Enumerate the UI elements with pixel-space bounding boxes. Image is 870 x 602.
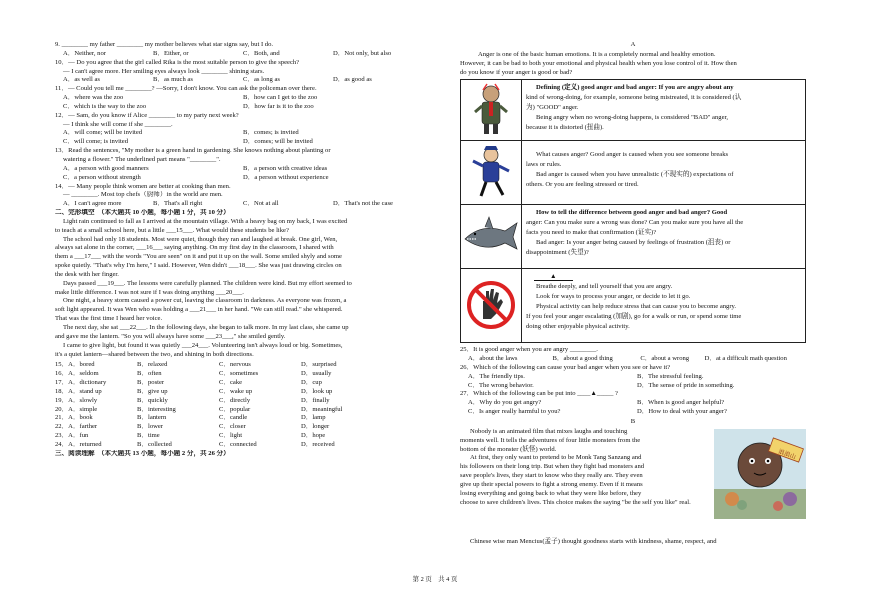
option[interactable]: B．When is good anger helpful? <box>637 399 725 407</box>
option[interactable]: C．candle <box>219 414 248 422</box>
q27-options-row1 <box>460 399 806 408</box>
option[interactable]: 17．A．dictionary <box>55 379 107 387</box>
b-line: losing everything and going back to what they were like before, they <box>460 489 642 497</box>
option[interactable]: D．comes; will be invited <box>243 138 313 146</box>
option[interactable]: D．how far is it to the zoo <box>243 102 314 110</box>
passage-b-text <box>460 427 704 507</box>
option[interactable]: A．a person with good manners <box>63 164 149 172</box>
q27-options-row2 <box>460 408 806 417</box>
option[interactable]: B．about a good thing <box>552 355 613 362</box>
stop-hand-icon <box>461 269 521 339</box>
option[interactable]: C．Both, and <box>243 49 280 57</box>
question-13-cont: watering a flower." The underlined part means "________". <box>63 155 221 163</box>
box-line: because it is distorted (扭曲). <box>526 123 604 131</box>
cloze-option-row <box>55 432 423 441</box>
b-line: choose to save children's lives. This choice makes the saying "be the self you like" real. <box>460 498 691 506</box>
option[interactable]: C．about a wrong <box>640 355 690 362</box>
q9-options <box>55 50 423 59</box>
b-line: bottom of the monster (妖怪) world. <box>460 445 557 453</box>
option[interactable]: C．light <box>219 432 243 440</box>
option[interactable]: C．a person without strength <box>63 173 141 181</box>
option[interactable]: B．quickly <box>137 396 168 404</box>
blank-marker: ▲ <box>534 273 573 281</box>
option[interactable]: D．lamp <box>301 414 326 422</box>
option[interactable]: 20．A．simple <box>55 405 98 413</box>
option[interactable]: C．cake <box>219 379 243 387</box>
option[interactable]: C．as long as <box>243 76 280 84</box>
cloze-option-row <box>55 379 423 388</box>
option[interactable]: C．directly <box>219 396 251 404</box>
option[interactable]: D．received <box>301 440 335 448</box>
passage-a-intro <box>460 50 806 77</box>
b-line: his followers on their long trip. But when they fight bad monsters and <box>460 463 645 471</box>
option[interactable]: D．That's not the case <box>333 200 393 208</box>
box-line: What causes anger? Good anger is caused when you see someone breaks <box>536 151 729 159</box>
cloze-option-row <box>55 441 423 450</box>
option[interactable]: A．The friendly tips. <box>468 372 525 380</box>
cloze-line: always sat alone in the corner, ___16___ saying anything. On my first day in the classroom, I shared with <box>55 244 334 252</box>
b-line: give up their special powers to fight a strong enemy. Even if it means <box>460 480 643 488</box>
passage-a-title: A <box>630 41 636 48</box>
option[interactable]: D．meaningful <box>301 405 343 413</box>
poster-title: 浪浪山 <box>777 448 797 461</box>
cloze-line: Light rain continued to fall as I arrived at the mountain village. With a heavy bag on my back, I was excited <box>63 217 348 225</box>
box-line: Defining (定义) good anger and bad anger: If you are angry about any <box>536 83 734 91</box>
box-blank <box>522 269 806 343</box>
option[interactable]: D．hope <box>301 432 326 440</box>
cloze-line: Days passed ___19___. The lessons were carefully planned. The children were kind. But my effort seemed to <box>63 279 352 287</box>
cloze-option-row <box>55 414 423 423</box>
question-12: 12．— Sam, do you know if Alice ________ to my party next week? <box>55 111 239 119</box>
cloze-line: make little difference. I was not sure if I was doing anything ___20___. <box>55 288 244 296</box>
box-line: Look for ways to process your anger, or decide to let it go. <box>536 293 691 301</box>
box-line: kind of wrong-doing, for example, someone being mistreated, it is considered (认 <box>526 93 742 101</box>
shark-icon <box>461 205 521 265</box>
q25-options <box>460 355 806 364</box>
option[interactable]: B．interesting <box>137 405 176 413</box>
question-26: 26．Which of the following can cause your bad anger when you see or have it? <box>460 363 671 371</box>
page-footer: 第 2 页 共 4 页 <box>412 576 458 583</box>
question-12-reply: — I think she will come if she ________. <box>63 120 173 128</box>
q26-options-row1 <box>460 373 806 382</box>
cloze-options <box>55 361 423 449</box>
box-line: 为) "GOOD" anger. <box>526 103 579 111</box>
option[interactable]: B．comes; is invited <box>243 129 299 137</box>
option[interactable]: D．longer <box>301 423 330 431</box>
box-line: Physical activity can help reduce stress that can cause you to become angry. <box>536 303 737 311</box>
option[interactable]: A．where was the zoo <box>63 94 124 102</box>
option[interactable]: 18．A．stand up <box>55 387 102 395</box>
question-13: 13．Read the sentences, "My mother is a green hand in gardening. She knows nothing about planting or <box>55 147 331 155</box>
intro-line: However, it can be bad to both your emotional and physical health when you lose control of it. How then <box>460 59 737 67</box>
cloze-line: That was the first time I heard her voice. <box>55 315 163 323</box>
angry-officer-icon <box>461 141 521 201</box>
cloze-line: soft light appeared. It was Wen who was holding a ___21___ in her hand. "We can still read." she whispered. <box>55 306 343 314</box>
option[interactable]: C．connected <box>219 440 257 448</box>
option[interactable]: A．will come; will be invited <box>63 129 143 137</box>
option[interactable]: D．a person without experience <box>243 173 329 181</box>
box-line: How to tell the difference between good anger and bad anger? Good <box>536 209 728 217</box>
cloze-option-row <box>55 423 423 432</box>
cloze-line: One night, a heavy storm caused a power cut, leaving the classroom in darkness. As everyone was frozen, a <box>63 297 347 305</box>
option[interactable]: B．how can I get to the zoo <box>243 94 318 102</box>
option[interactable]: C．will come; is invited <box>63 138 129 146</box>
box-defining <box>522 79 806 141</box>
q12-options-row2 <box>55 138 423 147</box>
anger-table <box>460 79 806 344</box>
b-line: Nobody is an animated film that mixes laughs and touching <box>470 427 628 435</box>
b-line: moments well. It tells the adventures of four little monsters from the <box>460 436 641 444</box>
option[interactable]: C．popular <box>219 405 251 413</box>
option[interactable]: 23．A．fun <box>55 432 89 440</box>
option[interactable]: B．as much as <box>153 76 193 84</box>
option[interactable]: D．finally <box>301 396 330 404</box>
angry-man-picture <box>461 79 522 141</box>
stop-hand-picture <box>461 269 522 343</box>
option[interactable]: B．often <box>137 370 162 378</box>
option[interactable]: 21．A．book <box>55 414 93 422</box>
option[interactable]: A．Neither, nor <box>63 49 106 57</box>
blank-title <box>526 272 801 282</box>
box-difference <box>522 205 806 269</box>
question-10-reply: — I can't agree more. Her smiling eyes always look ________ shining stars. <box>63 67 265 75</box>
questions-25-27 <box>460 346 806 417</box>
question-14: 14．— Many people think women are better at cooking than men. <box>55 182 231 190</box>
option[interactable]: D．How to deal with your anger? <box>637 408 727 416</box>
cloze-option-row <box>55 406 423 415</box>
option[interactable]: D．The sense of pride in something. <box>637 381 735 389</box>
box-line: doing other enjoyable physical activity. <box>526 323 630 331</box>
section-cloze-heading: 二、完形填空 （本大题共 10 小题，每小题 1 分，共 10 分） <box>55 209 230 217</box>
box-line: facts you need to make that confirmation (证实)? <box>526 229 657 237</box>
option[interactable]: D．at a difficult math question <box>704 355 787 362</box>
option[interactable]: D．Not only, but also <box>333 49 392 57</box>
cloze-option-row <box>55 397 423 406</box>
box-line: anger: Can you make sure a wrong was done? Can you make sure you have all the <box>526 219 744 227</box>
angry-man-icon <box>461 80 521 138</box>
box-causes <box>522 141 806 205</box>
option[interactable]: B．poster <box>137 379 165 387</box>
left-column <box>55 41 423 459</box>
option[interactable]: B．lantern <box>137 414 167 422</box>
q13-options-row2 <box>55 174 423 183</box>
option[interactable]: D．cup <box>301 379 322 387</box>
q10-options <box>55 76 423 85</box>
section-reading-heading: 三、阅读理解 （本大题共 13 小题，每小题 2 分，共 26 分） <box>55 449 230 457</box>
box-line: Bad anger is caused when you have unrealistic (不现实的) expectations of <box>536 171 734 179</box>
box-line: If you feel your anger escalating (加剧), go for a walk or run, or spend some time <box>526 313 742 321</box>
movie-poster-icon <box>714 429 806 519</box>
cloze-option-row <box>55 370 423 379</box>
option[interactable]: 22．A．farther <box>55 423 98 431</box>
q13-options-row1 <box>55 165 423 174</box>
cloze-line: to teach at a small school here, but a little ___15___. What would these students be like? <box>55 226 289 234</box>
question-14-reply: — ________. Most top chefs（厨师）in the world are men. <box>63 191 223 199</box>
option[interactable]: A．Why do you get angry? <box>468 399 542 407</box>
b-line: save people's lives, they start to know who they really are. They even <box>460 472 643 480</box>
cloze-line: The school had only 18 students. Most were quiet, though they ran and laughed at break. One girl, Wen, <box>63 235 338 243</box>
option[interactable]: A．as well as <box>63 76 100 84</box>
option[interactable]: B．give up <box>137 387 168 395</box>
intro-line: Anger is one of the basic human emotions. It is a completely normal and healthy emotion. <box>478 51 716 58</box>
option[interactable]: 24．A．returned <box>55 440 102 448</box>
cloze-line: and gave me the lantern. "So you will always have some ___23___," she smiled gently. <box>55 332 286 340</box>
intro-line: do you know if your anger is good or bad? <box>460 68 573 76</box>
cloze-line: The next day, she sat ___22___. In the following days, she began to talk more. In my last class, she came up <box>63 324 349 331</box>
option[interactable]: B．The stressful feeling. <box>637 372 704 380</box>
question-10: 10．— Do you agree that the girl called Rika is the most suitable person to give the speech? <box>55 58 300 66</box>
q11-options-row2 <box>55 103 423 112</box>
question-11: 11．— Could you tell me ________? —Sorry, I don't know. You can ask the policeman over there. <box>55 85 317 93</box>
right-column <box>460 41 806 548</box>
passage-b-title: B <box>630 417 636 425</box>
box-line: Being angry when no wrong-doing happens, is considered "BAD" anger, <box>536 113 729 121</box>
cloze-line: them a ___17___ with the words "You are seen" on it and put it up on the wall. Some smiled shyly and some <box>55 253 342 261</box>
box-line: Breathe deeply, and tell yourself that you are angry. <box>536 283 673 291</box>
option[interactable]: 19．A．slowly <box>55 396 98 404</box>
option[interactable]: D．surprised <box>301 361 337 369</box>
movie-poster-picture <box>714 429 806 519</box>
cloze-line: I came to give light, but found it was quietly ___24___. Volunteering isn't always loud or big. Sometimes, <box>63 341 343 349</box>
cloze-line: the desk with her finger. <box>55 270 119 278</box>
option[interactable]: 15．A．bored <box>55 361 95 369</box>
option[interactable]: D．usually <box>301 370 332 378</box>
option[interactable]: D．as good as <box>333 76 372 84</box>
q14-options <box>55 200 423 209</box>
cloze-passage <box>55 218 423 360</box>
option[interactable]: C．The wrong behavior. <box>468 381 534 389</box>
option[interactable]: B．collected <box>137 440 172 448</box>
option[interactable]: B．relaxed <box>137 361 168 369</box>
q26-options-row2 <box>460 382 806 391</box>
option[interactable]: C．nervous <box>219 361 251 369</box>
option[interactable]: C．closer <box>219 423 246 431</box>
option[interactable]: D．look up <box>301 387 333 395</box>
box-line: disappointment (失望)? <box>526 249 589 257</box>
option[interactable]: B．That's all right <box>153 200 203 208</box>
passage-b-last-line: Chinese wise man Mencius(孟子) thought goodness starts with kindness, shame, respect, and <box>470 537 717 545</box>
option[interactable]: A．I can't agree more <box>63 200 122 208</box>
question-27: 27．Which of the following can be put into ____▲_____ ? <box>460 390 618 398</box>
question-25: 25．It is good anger when you are angry ________. <box>460 346 598 354</box>
option[interactable]: C．which is the way to the zoo <box>63 102 147 110</box>
cloze-option-row <box>55 388 423 397</box>
cloze-option-row <box>55 361 423 370</box>
shark-picture <box>461 205 522 269</box>
option[interactable]: C．Not at all <box>243 200 279 208</box>
question-9: 9. ________ my father ________ my mother believes what star signs say, but I do. <box>55 41 274 48</box>
cloze-line: it's a quiet lantern—shared between the two, and shining in both directions. <box>55 350 254 358</box>
q11-options-row1 <box>55 94 423 103</box>
cloze-line: spoke quietly. "That's why I'm here," I said. However, Wen didn't ___18___. She was just drawing circles on <box>55 262 342 270</box>
option[interactable]: C．sometimes <box>219 370 259 378</box>
box-line: others. Or you are feeling stressed or tired. <box>526 181 639 189</box>
angry-officer-picture <box>461 141 522 205</box>
passage-b <box>460 427 806 537</box>
box-line: laws or rules. <box>526 161 562 169</box>
option[interactable]: B．time <box>137 432 160 440</box>
option[interactable]: A．about the laws <box>468 355 518 362</box>
option[interactable]: 16．A．seldom <box>55 370 99 378</box>
q12-options-row1 <box>55 129 423 138</box>
box-line: Bad anger: Is your anger being caused by feelings of frustration (沮丧) or <box>536 239 731 247</box>
option[interactable]: B．a person with creative ideas <box>243 164 328 172</box>
option[interactable]: C．wake up <box>219 387 253 395</box>
option[interactable]: B．lower <box>137 423 164 431</box>
option[interactable]: B．Either, or <box>153 49 189 57</box>
option[interactable]: C．Is anger really harmful to you? <box>468 408 561 416</box>
b-line: At first, they only want to pretend to be Monk Tang Sanzang and <box>470 454 642 462</box>
